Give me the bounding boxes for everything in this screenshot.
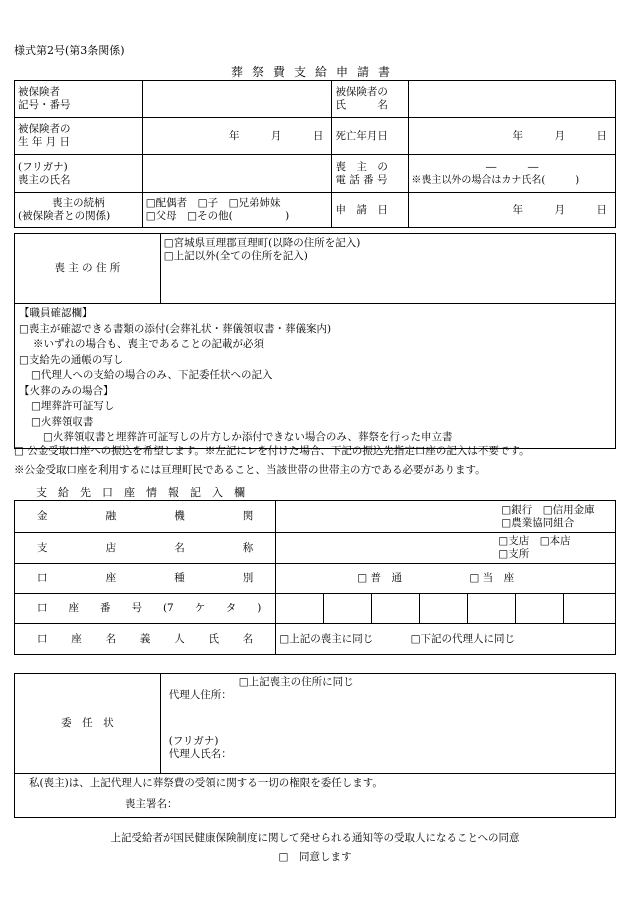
death-date-label: 死亡年月日: [332, 118, 409, 155]
proxy-field[interactable]: [160, 674, 615, 774]
address-option-watari[interactable]: □宮城県亘理郡亘理町(以降の住所を記入): [163, 237, 361, 249]
insured-id-field[interactable]: [142, 81, 332, 118]
account-number-label: 口座番号(7ケタ): [15, 594, 276, 624]
staff-check-cremation-receipt[interactable]: □火葬領収書: [31, 415, 94, 428]
bank-label: 金融機関: [15, 501, 276, 533]
proxy-name-label: 代理人氏名：: [168, 748, 232, 760]
holder-same-as-chief[interactable]: □上記の喪主に同じ: [279, 632, 374, 645]
consent-checkbox[interactable]: □ 同意します: [278, 851, 352, 863]
account-digit-3[interactable]: [372, 594, 420, 624]
bank-type-options-2[interactable]: □農業協同組合: [501, 516, 575, 529]
delegation-statement: 私(喪主)は、上記代理人に葬祭費の受領に関する一切の権限を委任します。: [29, 777, 383, 789]
address-field[interactable]: [160, 234, 615, 304]
branch-type-options-1[interactable]: □支店 □本店: [498, 535, 571, 547]
proxy-table: [14, 673, 616, 818]
relation-label: 喪主の続柄 (被保険者との関係): [15, 193, 143, 228]
insured-name-field[interactable]: [409, 81, 616, 118]
staff-check-proxy[interactable]: □代理人への支給の場合のみ、下記委任状への記入: [31, 369, 273, 381]
public-account-note: ※公金受取口座を利用するには亘理町民であること、当該世帯の世帯主の方である必要があります。: [14, 464, 486, 476]
delegation-section: [15, 774, 616, 818]
relation-options[interactable]: □配偶者 □子 □兄弟姉妹 □父母 □その他( ): [142, 193, 332, 228]
insured-id-label: 被保険者 記号・番号: [15, 81, 143, 118]
branch-type-options-2[interactable]: □支所: [498, 548, 530, 560]
insured-birth-label: 被保険者の 生 年 月 日: [15, 118, 143, 155]
chief-signature-label[interactable]: 喪主署名：: [125, 798, 178, 810]
staff-check-box: [14, 303, 616, 449]
form-number: 様式第2号(第3条関係): [14, 44, 125, 57]
chief-mourner-name-label: (フリガナ) 喪主の氏名: [15, 155, 143, 193]
public-account-checkbox[interactable]: □ 公金受取口座への振込を希望します。※左記にレを付けた場合、下記の振込先指定口座の記入は不要です。: [14, 445, 530, 457]
account-type-ordinary[interactable]: □ 普 通: [357, 572, 403, 584]
insured-name-label: 被保険者の 氏 名: [332, 81, 409, 118]
holder-same-as-proxy[interactable]: □下記の代理人に同じ: [410, 632, 515, 645]
page-title: 葬祭費支給申請書: [230, 65, 399, 79]
staff-heading: 【職員確認欄】: [19, 307, 93, 319]
consent-text: 上記受給者が国民健康保険制度に関して発せられる通知等の受取人になることへの同意: [110, 832, 520, 844]
staff-cremation-heading: 【火葬のみの場合】: [19, 384, 114, 397]
proxy-furigana-label: (フリガナ): [168, 735, 219, 747]
bank-field[interactable]: [276, 501, 616, 533]
account-digit-7[interactable]: [564, 594, 616, 624]
proxy-same-address-checkbox[interactable]: □上記喪主の住所に同じ: [238, 676, 354, 688]
apply-date-label: 申 請 日: [332, 193, 409, 228]
staff-check-passbook[interactable]: □支給先の通帳の写し: [19, 353, 124, 366]
account-type-field[interactable]: [276, 564, 616, 594]
chief-phone-field[interactable]: ― ― ※喪主以外の場合はカナ氏名( ): [409, 155, 616, 193]
account-type-current[interactable]: □ 当 座: [469, 572, 515, 584]
account-holder-label: 口座名義人氏名: [15, 624, 276, 655]
account-digit-4[interactable]: [420, 594, 468, 624]
insured-birth-field[interactable]: 年 月 日: [142, 118, 332, 155]
account-type-label: 口座種別: [15, 564, 276, 594]
account-table: [14, 500, 616, 655]
staff-check-statement[interactable]: □火葬領収書と埋葬許可証写しの片方しか添付できない場合のみ、葬祭を行った申立書: [43, 431, 453, 443]
staff-check-documents[interactable]: □喪主が確認できる書類の添付(会葬礼状・葬儀領収書・葬儀案内): [19, 322, 332, 335]
staff-note-mandatory: ※いずれの場合も、喪主であることの記載が必須: [33, 338, 264, 350]
branch-label: 支店名称: [15, 533, 276, 564]
account-holder-field[interactable]: [276, 624, 616, 655]
proxy-label: 委 任 状: [15, 674, 161, 774]
address-label: 喪 主 の 住 所: [15, 234, 161, 304]
applicant-table: [14, 80, 616, 228]
account-digit-5[interactable]: [468, 594, 516, 624]
account-digit-2[interactable]: [324, 594, 372, 624]
death-date-field[interactable]: 年 月 日: [409, 118, 616, 155]
proxy-address-label: 代理人住所：: [168, 689, 232, 701]
address-option-other[interactable]: □上記以外(全ての住所を記入): [163, 250, 308, 262]
address-table: [14, 233, 616, 304]
apply-date-field[interactable]: 年 月 日: [409, 193, 616, 228]
account-digit-6[interactable]: [516, 594, 564, 624]
account-section-title: 支給先口座情報記入欄: [36, 486, 256, 499]
bank-type-options-1[interactable]: □銀行 □信用金庫: [501, 503, 595, 516]
account-digit-1[interactable]: [276, 594, 324, 624]
staff-check-burial-permit[interactable]: □埋葬許可証写し: [31, 400, 115, 412]
chief-mourner-name-field[interactable]: [142, 155, 332, 193]
branch-field[interactable]: [276, 533, 616, 564]
chief-phone-label: 喪 主 の 電 話 番 号: [332, 155, 409, 193]
